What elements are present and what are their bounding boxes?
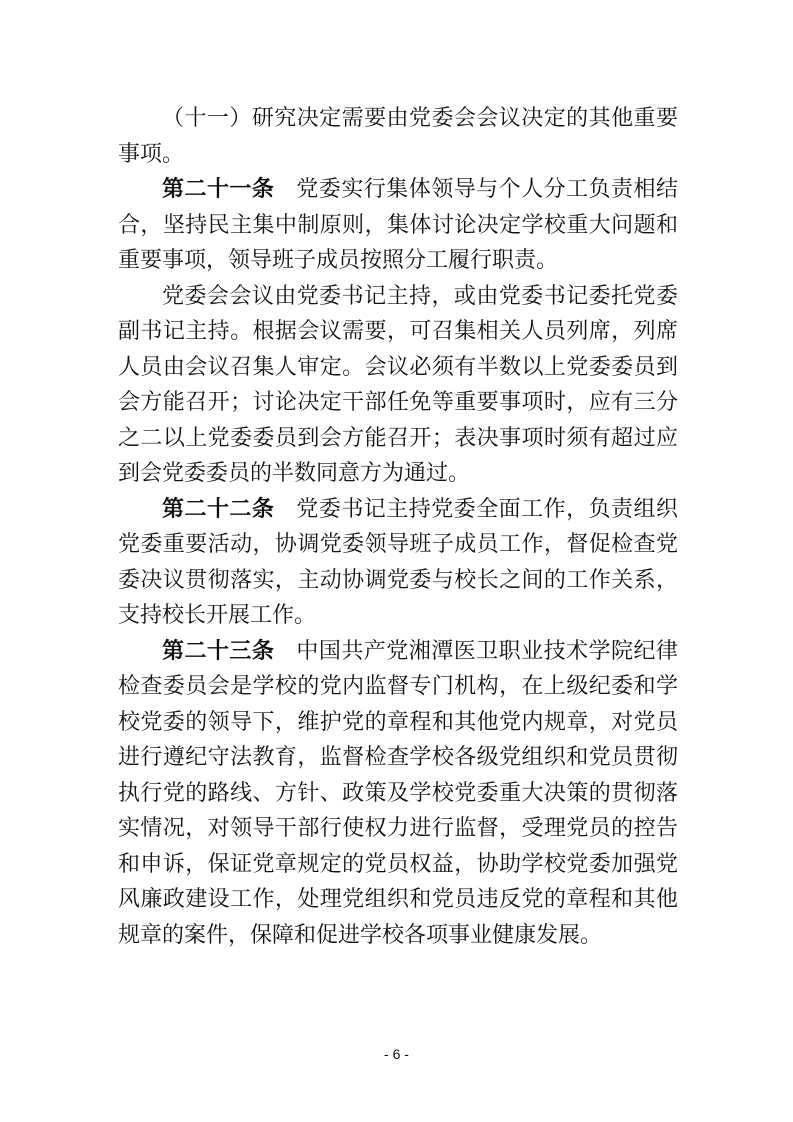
article-23	[118, 634, 678, 954]
article-21-paragraph-2	[118, 279, 678, 492]
paragraph-text: 党委书记主持党委全面工作，负责组织党委重要活动，协调党委领导班子成员工作，督促检查党委决议贯彻落实，主动协调党委与校长之间的工作关系，支持校长开展工作。	[118, 496, 678, 628]
document-body	[118, 101, 678, 953]
article-22	[118, 492, 678, 634]
article-21	[118, 172, 678, 279]
paragraph-text: 党委实行集体领导与个人分工负责相结合，坚持民主集中制原则，集体讨论决定学校重大问题和重要事项，领导班子成员按照分工履行职责。	[118, 177, 678, 273]
article-heading: 第二十一条	[162, 177, 275, 202]
article-heading: 第二十二条	[162, 496, 275, 522]
paragraph-text: （十一）研究决定需要由党委会会议决定的其他重要事项。	[118, 106, 678, 167]
page-number: - 6 -	[384, 1046, 409, 1062]
paragraph-text: 党委会会议由党委书记主持，或由党委书记委托党委副书记主持。根据会议需要，可召集相关人员列席，列席人员由会议召集人审定。会议必须有半数以上党委委员到会方能召开；讨论决定干部任免等重要事项时，应有三分之二以上党委委员到会方能召开；表决事项时须有超过应到会党委委员的半数同意方为通过。	[118, 283, 678, 486]
paragraph-item-11	[118, 101, 678, 172]
paragraph-text: 中国共产党湘潭医卫职业技术学院纪律检查委员会是学校的党内监督专门机构，在上级纪委和学校党委的领导下，维护党的章程和其他党内规章，对党员进行遵纪守法教育，监督检查学校各级党组织和党员贯彻执行党的路线、方针、政策及学校党委重大决策的贯彻落实情况，对领导干部行使权力进行监督，受理党员的控告和申诉，保证党章规定的党员权益，协助学校党委加强党风廉政建设工作，处理党组织和党员违反党的章程和其他规章的案件，保障和促进学校各项事业健康发展。	[118, 638, 678, 948]
article-heading: 第二十三条	[162, 638, 275, 664]
